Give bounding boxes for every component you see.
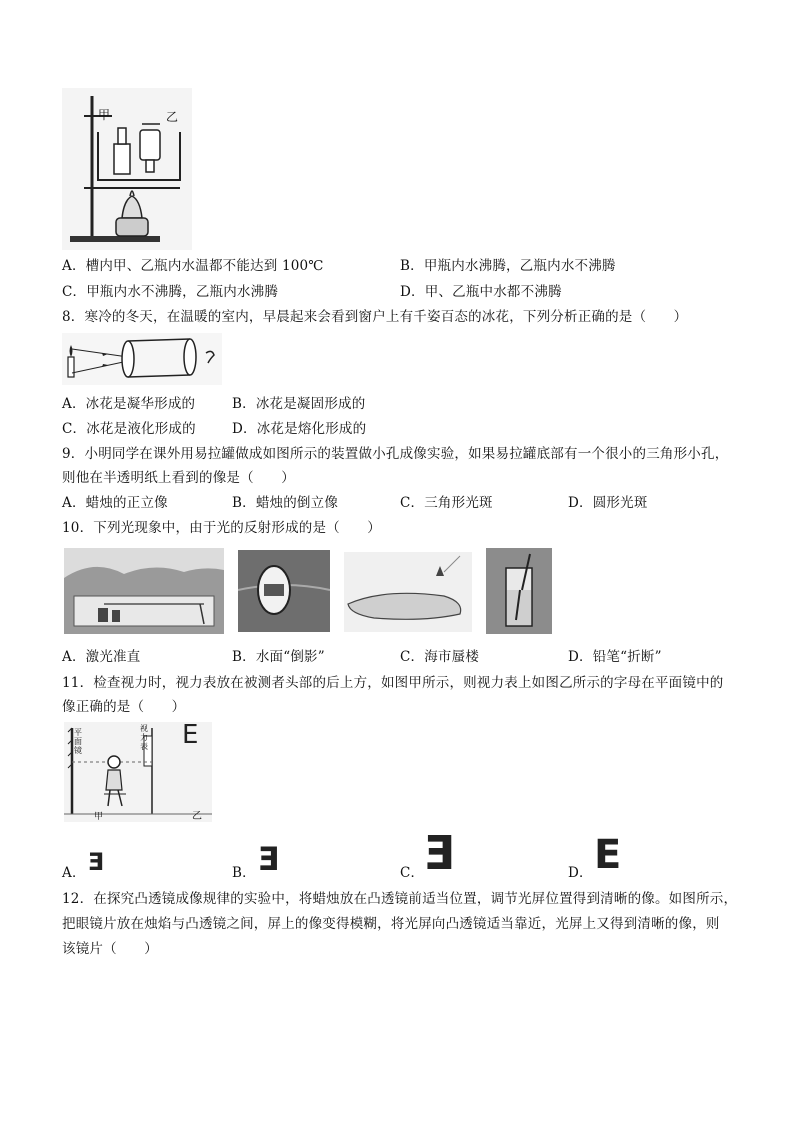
- q10-option-a: A．激光准直: [62, 649, 141, 665]
- q7-option-d: D．甲、乙瓶中水都不沸腾: [400, 284, 562, 300]
- q10-picture-c: [344, 552, 472, 632]
- q11-option-d-label: D．: [568, 865, 593, 881]
- q9-stem-line2: 则他在半透明纸上看到的像是（ ）: [62, 470, 295, 486]
- mirage-picture: [344, 552, 472, 632]
- q11-option-c-glyph: E: [424, 826, 456, 880]
- q10-option-b: B．水面“倒影”: [232, 649, 325, 665]
- q11-stem-line1: 11．检查视力时，视力表放在被测者头部的后上方，如图甲所示，则视力表上如图乙所示的字母在平面镜中的: [62, 675, 724, 691]
- q10-option-d: D．铅笔“折断”: [568, 649, 662, 665]
- q11-option-a-label: A．: [62, 865, 86, 881]
- pinhole-camera-diagram: [62, 333, 222, 385]
- q10-picture-b: [238, 550, 330, 632]
- q12-stem-line2: 把眼镜片放在烛焰与凸透镜之间，屏上的像变得模糊，将光屏向凸透镜适当靠近，光屏上又得到清晰的像，则: [62, 916, 720, 932]
- q8-option-d: D．冰花是熔化形成的: [232, 421, 367, 437]
- q12-stem-line3: 该镜片（ ）: [62, 941, 158, 957]
- water-reflection-picture: [238, 550, 330, 632]
- q12-stem-line1: 12．在探究凸透镜成像规律的实验中，将蜡烛放在凸透镜前适当位置，调节光屏位置得到清晰的像。如图所示，: [62, 891, 738, 907]
- q11-option-a-glyph: E: [88, 848, 105, 876]
- q9-option-d: D．圆形光斑: [568, 495, 648, 511]
- bent-pencil-picture: [486, 548, 552, 634]
- q11-label-yi: 乙: [192, 811, 203, 822]
- q11-mirror-label: 平面镜: [74, 728, 83, 755]
- q7-label-jia: 甲: [98, 108, 111, 122]
- q11-option-c-label: C．: [400, 865, 425, 881]
- q11-option-d-glyph: E: [594, 832, 622, 878]
- q10-option-c: C．海市蜃楼: [400, 649, 480, 665]
- q9-option-c: C．三角形光斑: [400, 495, 493, 511]
- q7-option-b: B．甲瓶内水沸腾，乙瓶内水不沸腾: [400, 258, 616, 274]
- q7-option-c: C．甲瓶内水不沸腾，乙瓶内水沸腾: [62, 284, 279, 300]
- q8-stem: 8．寒冷的冬天，在温暖的室内，早晨起来会看到窗户上有千姿百态的冰花，下列分析正确的是（ ）: [62, 309, 688, 325]
- q11-label-jia: 甲: [94, 812, 104, 822]
- q9-stem-line1: 9．小明同学在课外用易拉罐做成如图所示的装置做小孔成像实验，如果易拉罐底部有一个很小的三角形小孔，: [62, 446, 729, 462]
- q10-stem: 10．下列光现象中，由于光的反射形成的是（ ）: [62, 520, 381, 536]
- q11-stem-line2: 像正确的是（ ）: [62, 699, 186, 715]
- q11-figure-letter: E: [182, 720, 199, 750]
- q8-option-a: A．冰花是凝华形成的: [62, 396, 196, 412]
- q10-picture-d: [486, 548, 552, 634]
- q11-option-b-label: B．: [232, 865, 256, 881]
- q10-picture-a: [64, 548, 224, 634]
- q7-option-a: A．槽内甲、乙瓶内水温都不能达到 100℃: [62, 258, 324, 274]
- q7-figure: [62, 88, 192, 250]
- q8-option-b: B．冰花是凝固形成的: [232, 396, 366, 412]
- q8-option-c: C．冰花是液化形成的: [62, 421, 196, 437]
- q9-option-a: A．蜡烛的正立像: [62, 495, 168, 511]
- q11-figure: [64, 722, 212, 822]
- laser-alignment-picture: [64, 548, 224, 634]
- q11-chart-label: 视力表: [140, 724, 149, 751]
- q7-label-yi: 乙: [166, 110, 179, 124]
- pinhole-figure: [62, 333, 222, 385]
- q11-option-b-glyph: E: [258, 840, 280, 878]
- q9-option-b: B．蜡烛的倒立像: [232, 495, 339, 511]
